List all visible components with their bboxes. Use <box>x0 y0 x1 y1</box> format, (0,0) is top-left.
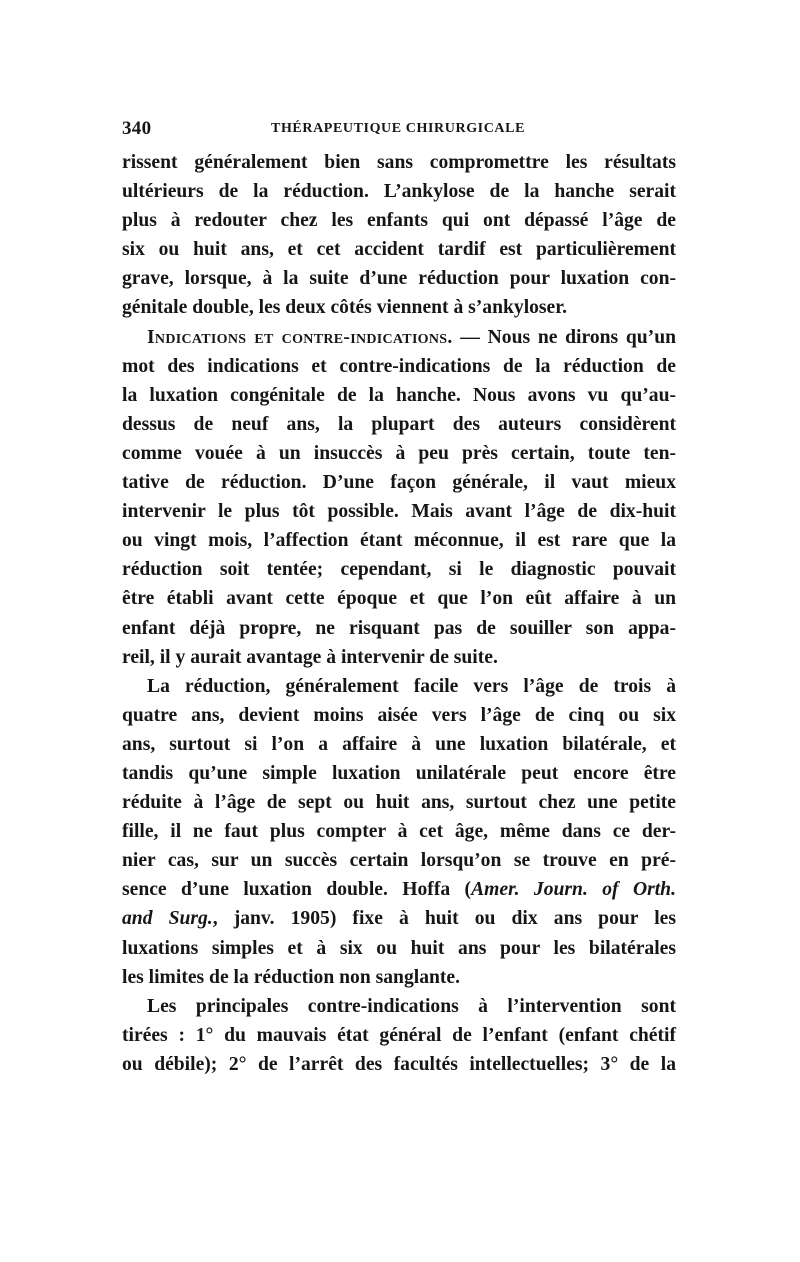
text-line: génitale double, les deux côtés viennent à s’ankyloser. <box>122 297 568 319</box>
text-line: plus à redouter chez les enfants qui ont dépassé l’âge de <box>122 210 676 232</box>
journal-reference-cont: and Surg. <box>122 908 213 930</box>
text-line: les limites de la réduction non sanglante. <box>122 966 461 988</box>
text-line: la luxation congénitale de la hanche. Nous avons vu qu’au- <box>122 384 676 406</box>
book-page <box>122 118 676 1079</box>
text-line: nier cas, sur un succès certain lorsqu’on se trouve en pré- <box>122 850 676 872</box>
text-line: ou débile); 2° de l’arrêt des facultés intellectuelles; 3° de la <box>122 1053 676 1075</box>
running-title: THÉRAPEUTIQUE CHIRURGICALE <box>271 121 526 136</box>
text-line: luxations simples et à six ou huit ans pour les bilatérales <box>122 937 676 959</box>
journal-reference: Amer. Journ. of Orth. <box>471 879 676 901</box>
text-line: mot des indications et contre-indications de la réduction de <box>122 355 676 377</box>
paragraph-contre-indications <box>122 992 676 1079</box>
text-line: ou vingt mois, l’affection étant méconnue, il est rare que la <box>122 530 676 552</box>
text-line <box>122 323 676 352</box>
text-line: intervenir le plus tôt possible. Mais avant l’âge de dix-huit <box>122 501 676 523</box>
paragraph-indications <box>122 323 676 672</box>
section-heading: Indications et contre-indications. <box>147 326 453 348</box>
text-line: dessus de neuf ans, la plupart des auteurs considèrent <box>122 413 676 435</box>
paragraph-reduction <box>122 672 676 992</box>
text-line: enfant déjà propre, ne risquant pas de souiller son appa- <box>122 617 676 639</box>
text-run: — Nous ne dirons qu’un <box>452 326 676 348</box>
text-line: rissent généralement bien sans compromettre les résultats <box>122 152 676 173</box>
text-line: tirées : 1° du mauvais état général de l’enfant (enfant chétif <box>122 1024 676 1046</box>
text-run: , janv. 1905) fixe à huit ou dix ans pour les <box>212 908 676 930</box>
text-line: tative de réduction. D’une façon générale, il vaut mieux <box>122 472 676 494</box>
text-line: quatre ans, devient moins aisée vers l’âge de cinq ou six <box>122 704 676 726</box>
paragraph-ankylose <box>122 148 676 323</box>
text-line: ultérieurs de la réduction. L’ankylose de la hanche serait <box>122 181 676 203</box>
text-line: comme vouée à un insuccès à peu près certain, toute ten- <box>122 442 676 464</box>
text-run: sence d’une luxation double. Hoffa ( <box>122 879 472 901</box>
text-line <box>122 875 676 904</box>
running-head <box>122 118 676 142</box>
text-line: six ou huit ans, et cet accident tardif est particulièrement <box>122 239 676 261</box>
text-line: fille, il ne faut plus compter à cet âge, même dans ce der- <box>122 821 676 843</box>
text-line: grave, lorsque, à la suite d’une réduction pour luxation con- <box>122 268 676 290</box>
text-line: reil, il y aurait avantage à intervenir de suite. <box>122 646 498 668</box>
text-line: réduite à l’âge de sept ou huit ans, surtout chez une petite <box>122 792 676 814</box>
text-line: être établi avant cette époque et que l’on eût affaire à un <box>122 588 676 610</box>
text-line <box>122 904 676 933</box>
page-number: 340 <box>122 118 152 139</box>
text-line: ans, surtout si l’on a affaire à une luxation bilatérale, et <box>122 733 676 755</box>
text-line: Les principales contre-indications à l’intervention sont <box>147 995 676 1017</box>
text-line: La réduction, généralement facile vers l’âge de trois à <box>147 675 676 697</box>
text-line: tandis qu’une simple luxation unilatérale peut encore être <box>122 762 676 784</box>
text-line: réduction soit tentée; cependant, si le diagnostic pouvait <box>122 559 676 581</box>
